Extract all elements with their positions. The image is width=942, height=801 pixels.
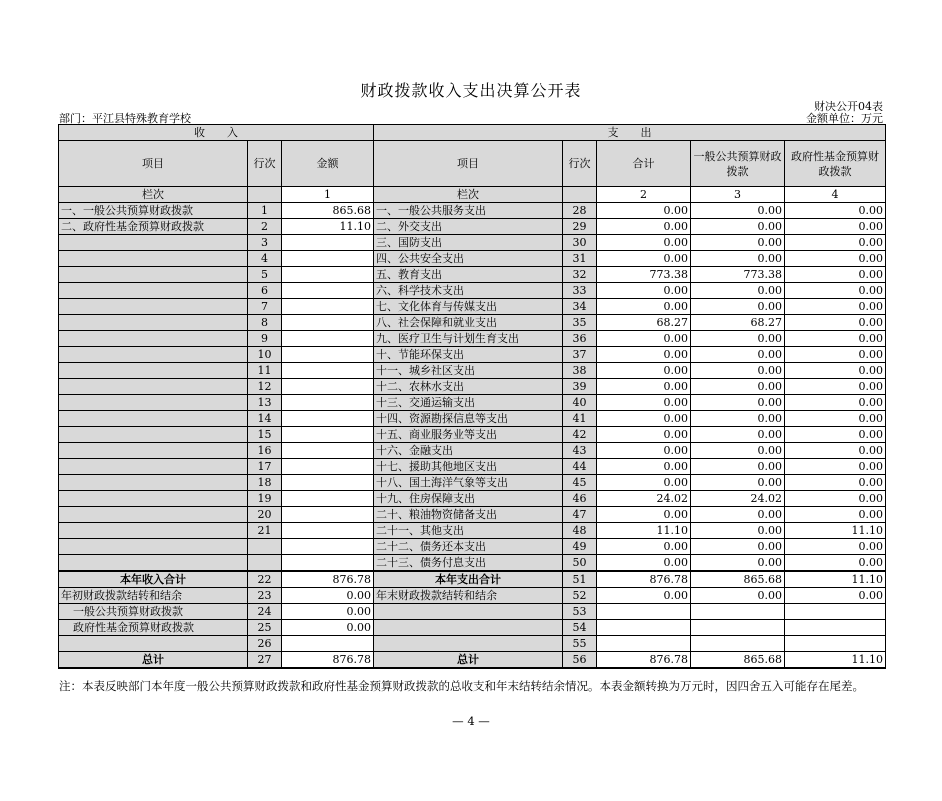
expense-item: 六、科学技术支出 (374, 283, 563, 299)
income-amount (282, 331, 374, 347)
expense-fund: 11.10 (785, 652, 886, 669)
table-row (59, 379, 886, 395)
income-row-no: 15 (248, 427, 282, 443)
expense-fund: 0.00 (785, 203, 886, 219)
expense-row-no: 30 (563, 235, 597, 251)
income-item: 总计 (59, 652, 248, 669)
expense-total: 773.38 (597, 267, 691, 283)
expense-row-no: 49 (563, 539, 597, 555)
expense-fund (785, 636, 886, 652)
expense-fund: 0.00 (785, 347, 886, 363)
table-row (59, 203, 886, 219)
income-item (59, 347, 248, 363)
expense-fund: 11.10 (785, 523, 886, 539)
expense-row-no: 54 (563, 620, 597, 636)
expense-fund: 0.00 (785, 588, 886, 604)
table-row (59, 411, 886, 427)
table-row (59, 315, 886, 331)
colnum-1: 1 (282, 187, 374, 203)
expense-fund: 0.00 (785, 251, 886, 267)
expense-row-no: 52 (563, 588, 597, 604)
income-amount (282, 251, 374, 267)
expense-fund: 0.00 (785, 459, 886, 475)
expense-total (597, 620, 691, 636)
expense-general: 24.02 (691, 491, 785, 507)
income-row-no: 2 (248, 219, 282, 235)
income-row-no: 23 (248, 588, 282, 604)
expense-general (691, 620, 785, 636)
expense-total: 0.00 (597, 507, 691, 523)
col-rowno2-header: 行次 (563, 141, 597, 187)
expense-item: 十、节能环保支出 (374, 347, 563, 363)
expense-fund: 0.00 (785, 395, 886, 411)
expense-item: 本年支出合计 (374, 571, 563, 588)
colnum-empty (248, 187, 282, 203)
income-amount (282, 315, 374, 331)
colnum-label: 栏次 (59, 187, 248, 203)
income-amount: 11.10 (282, 219, 374, 235)
income-row-no: 4 (248, 251, 282, 267)
expense-item: 四、公共安全支出 (374, 251, 563, 267)
expense-fund: 0.00 (785, 427, 886, 443)
income-amount (282, 379, 374, 395)
income-amount (282, 283, 374, 299)
income-item (59, 331, 248, 347)
income-item: 一般公共预算财政拨款 (59, 604, 248, 620)
expense-fund: 0.00 (785, 379, 886, 395)
expense-item: 二十二、债务还本支出 (374, 539, 563, 555)
col-fund-header: 政府性基金预算财政拨款 (785, 141, 886, 187)
expense-total (597, 636, 691, 652)
expense-total: 0.00 (597, 427, 691, 443)
expense-fund: 0.00 (785, 283, 886, 299)
income-amount (282, 299, 374, 315)
income-amount: 876.78 (282, 652, 374, 669)
income-amount (282, 443, 374, 459)
expense-item: 十九、住房保障支出 (374, 491, 563, 507)
expense-item: 十三、交通运输支出 (374, 395, 563, 411)
income-item (59, 427, 248, 443)
col-amount-header: 金额 (282, 141, 374, 187)
income-item (59, 539, 248, 555)
income-row-no: 12 (248, 379, 282, 395)
expense-item: 十六、金融支出 (374, 443, 563, 459)
income-amount (282, 459, 374, 475)
expense-fund: 0.00 (785, 507, 886, 523)
form-number: 财决公开04表 (814, 100, 883, 113)
income-row-no: 17 (248, 459, 282, 475)
summary-row (59, 588, 886, 604)
expense-item: 十七、援助其他地区支出 (374, 459, 563, 475)
column-header-row (59, 141, 886, 187)
expense-row-no: 29 (563, 219, 597, 235)
income-header: 收 入 (59, 125, 374, 141)
expense-row-no: 32 (563, 267, 597, 283)
expense-fund: 0.00 (785, 491, 886, 507)
income-amount (282, 427, 374, 443)
expense-general (691, 636, 785, 652)
income-item (59, 299, 248, 315)
expense-general: 0.00 (691, 219, 785, 235)
expense-total: 0.00 (597, 283, 691, 299)
table-row (59, 523, 886, 539)
expense-total: 11.10 (597, 523, 691, 539)
expense-row-no: 31 (563, 251, 597, 267)
summary-row (59, 620, 886, 636)
expense-general: 0.00 (691, 507, 785, 523)
expense-fund: 0.00 (785, 219, 886, 235)
income-item (59, 267, 248, 283)
income-row-no: 19 (248, 491, 282, 507)
expense-fund: 11.10 (785, 571, 886, 588)
expense-general: 0.00 (691, 363, 785, 379)
summary-row (59, 652, 886, 669)
income-row-no: 26 (248, 636, 282, 652)
table-row (59, 475, 886, 491)
income-item (59, 555, 248, 572)
expense-total: 0.00 (597, 395, 691, 411)
expense-general: 0.00 (691, 283, 785, 299)
expense-general: 0.00 (691, 555, 785, 572)
income-item: 一、一般公共预算财政拨款 (59, 203, 248, 219)
income-amount: 0.00 (282, 588, 374, 604)
page-number: — 4 — (452, 714, 490, 728)
expense-total: 0.00 (597, 555, 691, 572)
expense-general: 0.00 (691, 539, 785, 555)
expense-row-no: 46 (563, 491, 597, 507)
expense-item (374, 604, 563, 620)
expense-row-no: 50 (563, 555, 597, 572)
unit-label: 金额单位：万元 (806, 112, 883, 125)
section-header-row (59, 125, 886, 141)
income-row-no: 5 (248, 267, 282, 283)
expense-total: 0.00 (597, 347, 691, 363)
table-row (59, 427, 886, 443)
expense-row-no: 40 (563, 395, 597, 411)
expense-item: 三、国防支出 (374, 235, 563, 251)
expense-fund: 0.00 (785, 315, 886, 331)
expense-row-no: 33 (563, 283, 597, 299)
expense-general (691, 604, 785, 620)
income-amount (282, 636, 374, 652)
expense-general: 0.00 (691, 251, 785, 267)
expense-general: 0.00 (691, 395, 785, 411)
income-amount (282, 395, 374, 411)
expense-general: 0.00 (691, 347, 785, 363)
expense-general: 0.00 (691, 443, 785, 459)
expense-item: 二十一、其他支出 (374, 523, 563, 539)
table-row (59, 507, 886, 523)
income-amount (282, 475, 374, 491)
expense-row-no: 48 (563, 523, 597, 539)
expense-row-no: 39 (563, 379, 597, 395)
expense-total: 0.00 (597, 443, 691, 459)
colnum-empty2 (563, 187, 597, 203)
expense-total: 0.00 (597, 411, 691, 427)
expense-row-no: 36 (563, 331, 597, 347)
expense-fund: 0.00 (785, 475, 886, 491)
expense-total: 0.00 (597, 331, 691, 347)
table-row (59, 363, 886, 379)
income-amount (282, 363, 374, 379)
income-item (59, 491, 248, 507)
income-item (59, 379, 248, 395)
expense-row-no: 45 (563, 475, 597, 491)
income-item: 本年收入合计 (59, 571, 248, 588)
col-rowno-header: 行次 (248, 141, 282, 187)
expense-total: 0.00 (597, 539, 691, 555)
expense-total: 0.00 (597, 203, 691, 219)
expense-total: 24.02 (597, 491, 691, 507)
expense-general: 0.00 (691, 235, 785, 251)
expense-fund: 0.00 (785, 267, 886, 283)
expense-total (597, 604, 691, 620)
table-row (59, 299, 886, 315)
expense-row-no: 37 (563, 347, 597, 363)
income-row-no: 21 (248, 523, 282, 539)
expense-general: 0.00 (691, 379, 785, 395)
table-row (59, 283, 886, 299)
table-row (59, 395, 886, 411)
expense-item: 十二、农林水支出 (374, 379, 563, 395)
income-row-no: 13 (248, 395, 282, 411)
footnote: 注：本表反映部门本年度一般公共预算财政拨款和政府性基金预算财政拨款的总收支和年末结转结余情况。本表金额转换为万元时，因四舍五入可能存在尾差。 (59, 679, 864, 693)
expense-total: 0.00 (597, 475, 691, 491)
expense-general: 0.00 (691, 299, 785, 315)
income-row-no: 27 (248, 652, 282, 669)
income-row-no: 16 (248, 443, 282, 459)
income-row-no: 3 (248, 235, 282, 251)
income-item (59, 507, 248, 523)
expense-item: 二、外交支出 (374, 219, 563, 235)
expense-general: 0.00 (691, 203, 785, 219)
table-row (59, 491, 886, 507)
colnum-4: 4 (785, 187, 886, 203)
expense-row-no: 43 (563, 443, 597, 459)
col-total-header: 合计 (597, 141, 691, 187)
col-item2-header: 项目 (374, 141, 563, 187)
summary-row (59, 636, 886, 652)
expense-general: 0.00 (691, 459, 785, 475)
expense-total: 876.78 (597, 571, 691, 588)
income-item (59, 411, 248, 427)
expense-fund: 0.00 (785, 299, 886, 315)
table-row (59, 459, 886, 475)
income-item: 政府性基金预算财政拨款 (59, 620, 248, 636)
expense-total: 0.00 (597, 219, 691, 235)
income-amount (282, 411, 374, 427)
table-row (59, 235, 886, 251)
expense-fund (785, 604, 886, 620)
expense-total: 0.00 (597, 459, 691, 475)
income-row-no: 22 (248, 571, 282, 588)
expense-row-no: 34 (563, 299, 597, 315)
table-row (59, 331, 886, 347)
expense-fund: 0.00 (785, 539, 886, 555)
expense-fund: 0.00 (785, 363, 886, 379)
expense-fund: 0.00 (785, 235, 886, 251)
income-amount (282, 491, 374, 507)
summary-row (59, 604, 886, 620)
income-row-no: 24 (248, 604, 282, 620)
budget-table (58, 124, 886, 669)
expense-total: 0.00 (597, 588, 691, 604)
income-row-no (248, 555, 282, 572)
income-item (59, 443, 248, 459)
income-item (59, 523, 248, 539)
colnum-3: 3 (691, 187, 785, 203)
expense-total: 68.27 (597, 315, 691, 331)
income-row-no: 1 (248, 203, 282, 219)
income-item (59, 395, 248, 411)
expense-general: 68.27 (691, 315, 785, 331)
income-amount (282, 539, 374, 555)
expense-general: 865.68 (691, 571, 785, 588)
income-amount: 865.68 (282, 203, 374, 219)
income-item: 年初财政拨款结转和结余 (59, 588, 248, 604)
expense-item (374, 636, 563, 652)
expense-item: 九、医疗卫生与计划生育支出 (374, 331, 563, 347)
expense-item: 二十、粮油物资储备支出 (374, 507, 563, 523)
income-item (59, 636, 248, 652)
expense-general: 0.00 (691, 331, 785, 347)
expense-fund: 0.00 (785, 331, 886, 347)
expense-fund: 0.00 (785, 411, 886, 427)
expense-general: 0.00 (691, 588, 785, 604)
income-amount (282, 555, 374, 572)
col-general-header: 一般公共预算财政拨款 (691, 141, 785, 187)
expense-item: 十八、国土海洋气象等支出 (374, 475, 563, 491)
income-item (59, 363, 248, 379)
income-row-no: 7 (248, 299, 282, 315)
income-amount (282, 523, 374, 539)
table-row (59, 555, 886, 572)
income-amount (282, 347, 374, 363)
expense-general: 865.68 (691, 652, 785, 669)
expense-total: 0.00 (597, 379, 691, 395)
table-row (59, 251, 886, 267)
table-row (59, 267, 886, 283)
expense-item: 总计 (374, 652, 563, 669)
table-row (59, 347, 886, 363)
expense-item: 五、教育支出 (374, 267, 563, 283)
income-row-no: 10 (248, 347, 282, 363)
expense-header: 支 出 (374, 125, 886, 141)
expense-row-no: 41 (563, 411, 597, 427)
income-amount (282, 267, 374, 283)
department-label: 部门：平江县特殊教育学校 (59, 112, 191, 125)
expense-row-no: 55 (563, 636, 597, 652)
expense-row-no: 38 (563, 363, 597, 379)
expense-general: 773.38 (691, 267, 785, 283)
colnum-label2: 栏次 (374, 187, 563, 203)
expense-general: 0.00 (691, 427, 785, 443)
page-title: 财政拨款收入支出决算公开表 (360, 81, 582, 100)
income-item: 二、政府性基金预算财政拨款 (59, 219, 248, 235)
table-row (59, 219, 886, 235)
expense-item: 年末财政拨款结转和结余 (374, 588, 563, 604)
income-row-no: 8 (248, 315, 282, 331)
income-amount: 0.00 (282, 604, 374, 620)
expense-row-no: 44 (563, 459, 597, 475)
summary-row (59, 571, 886, 588)
expense-item: 十一、城乡社区支出 (374, 363, 563, 379)
table-row (59, 539, 886, 555)
income-row-no: 9 (248, 331, 282, 347)
expense-item: 八、社会保障和就业支出 (374, 315, 563, 331)
expense-total: 876.78 (597, 652, 691, 669)
table-row (59, 443, 886, 459)
income-item (59, 251, 248, 267)
income-row-no: 11 (248, 363, 282, 379)
expense-total: 0.00 (597, 363, 691, 379)
expense-total: 0.00 (597, 299, 691, 315)
expense-general: 0.00 (691, 411, 785, 427)
column-number-row (59, 187, 886, 203)
expense-row-no: 47 (563, 507, 597, 523)
income-amount (282, 235, 374, 251)
expense-row-no: 56 (563, 652, 597, 669)
income-amount (282, 507, 374, 523)
expense-fund (785, 620, 886, 636)
income-row-no (248, 539, 282, 555)
expense-total: 0.00 (597, 251, 691, 267)
expense-total: 0.00 (597, 235, 691, 251)
expense-general: 0.00 (691, 523, 785, 539)
expense-item: 七、文化体育与传媒支出 (374, 299, 563, 315)
income-item (59, 475, 248, 491)
expense-item (374, 620, 563, 636)
income-amount: 876.78 (282, 571, 374, 588)
expense-item: 一、一般公共服务支出 (374, 203, 563, 219)
expense-fund: 0.00 (785, 555, 886, 572)
expense-row-no: 35 (563, 315, 597, 331)
income-amount: 0.00 (282, 620, 374, 636)
income-row-no: 6 (248, 283, 282, 299)
expense-item: 二十三、债务付息支出 (374, 555, 563, 572)
income-item (59, 235, 248, 251)
expense-item: 十四、资源勘探信息等支出 (374, 411, 563, 427)
income-row-no: 18 (248, 475, 282, 491)
expense-row-no: 28 (563, 203, 597, 219)
income-item (59, 315, 248, 331)
expense-general: 0.00 (691, 475, 785, 491)
income-row-no: 20 (248, 507, 282, 523)
expense-row-no: 42 (563, 427, 597, 443)
colnum-2: 2 (597, 187, 691, 203)
expense-row-no: 53 (563, 604, 597, 620)
income-row-no: 25 (248, 620, 282, 636)
expense-row-no: 51 (563, 571, 597, 588)
expense-item: 十五、商业服务业等支出 (374, 427, 563, 443)
income-item (59, 283, 248, 299)
income-item (59, 459, 248, 475)
expense-fund: 0.00 (785, 443, 886, 459)
col-item-header: 项目 (59, 141, 248, 187)
income-row-no: 14 (248, 411, 282, 427)
